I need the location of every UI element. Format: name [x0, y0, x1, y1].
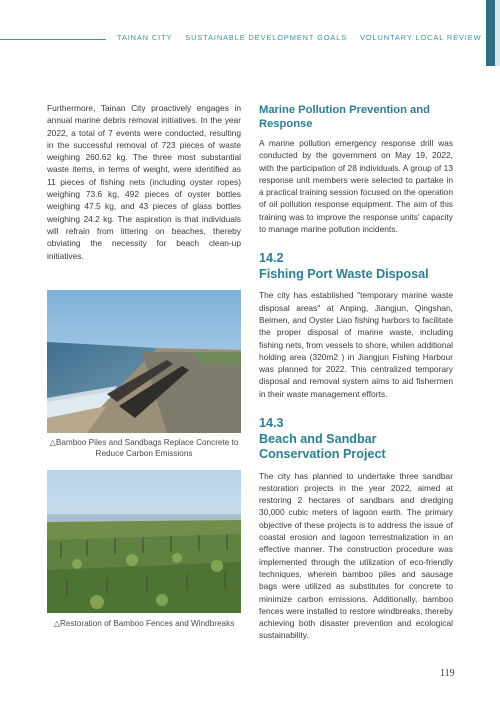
header-review: VOLUNTARY LOCAL REVIEW [360, 33, 482, 42]
photo-bamboo-piles [47, 290, 241, 433]
section-14-3-text: The city has planned to undertake three sandbar restoration projects in the year 2022, aimed at restoring 2 hectares of sandbars and dredging 30,000 cubic meters of lagoon earth. The primary objective of these projects is to address the issue of coastal erosion and lagoon terrestrialization in an effective manner. The construction procedure was implemented through the utilization of eco-friendly techniques, wherein bamboo piles and sausage bags were utilized as substitutes for concrete to minimize carbon emissions. Additionally, bamboo fences were installed to restore windbreaks, thereby achieving both disaster prevention and ecological sustainability. [259, 470, 453, 641]
marine-pollution-title: Marine Pollution Prevention and Response [259, 104, 430, 130]
photo-bamboo-fences-image [47, 470, 241, 613]
section-14-3-number: 14.3 [259, 416, 284, 431]
section-14-3-heading [259, 416, 453, 463]
section-14-2-title: Fishing Port Waste Disposal [259, 266, 429, 281]
photo-bamboo-piles-image [47, 290, 241, 433]
caption-bamboo-fences: △Restoration of Bamboo Fences and Windbreaks [53, 619, 235, 628]
marine-debris-paragraph: Furthermore, Tainan City proactively engages in annual marine debris removal initiatives. In the year 2022, a total of 7 events were conducted, resulting in the successful removal of 723 pieces of waste weighing 260.62 kg. The three most substantial waste items, in terms of weight, were identified as 11 pieces of fishing nets (including oyster ropes) weighing 73.6 kg, 492 pieces of oyster bottles weighing 47.5 kg, and 43 pieces of glass bottles weighing 24.2 kg. The aspiration is that individuals will refrain from littering on beaches, thereby obviating the necessity for beach clean-up initiatives. [47, 103, 241, 261]
section-14-2-heading [259, 251, 453, 282]
section-14-2-text: The city has established "temporary marine waste disposal areas" at Anping, Jiangjun, Qingshan, Beimen, and Oyster Liao fishing harbors to facilitate the proper disposal of marine waste, including fishing nets, from vessels to shore, whilen additional holding area (320m2 ) in Jiangjun Fishing Harbour was planned for 2022. This centralized temporary disposal and removal system aims to aid fishermen in their waste management efforts. [259, 290, 453, 399]
section-14-2-number: 14.2 [259, 251, 284, 266]
running-header [117, 33, 491, 42]
right-column [259, 103, 453, 642]
marine-pollution-text: A marine pollution emergency response drill was conducted by the government on May 19, 2022, with the participation of 28 individuals. A group of 13 response unit members were selected to partake in a practical training session focused on the operation of oil pollution response equipment. The aim of this training was to improve the response units' capacity to manage marine pollution incidents. [259, 138, 453, 235]
photo-bamboo-fences [47, 470, 241, 613]
left-column [47, 102, 241, 262]
header-goals: SUSTAINABLE DEVELOPMENT GOALS [185, 33, 348, 42]
page-number: 119 [440, 668, 455, 679]
header-rule [0, 39, 106, 40]
caption-bamboo-piles: △Bamboo Piles and Sandbags Replace Concrete to Reduce Carbon Emissions [49, 438, 239, 458]
section-14-3-title: Beach and Sandbar Conservation Project [259, 431, 386, 462]
edge-tab-highlight [495, 0, 500, 66]
header-city: TAINAN CITY [117, 33, 173, 42]
